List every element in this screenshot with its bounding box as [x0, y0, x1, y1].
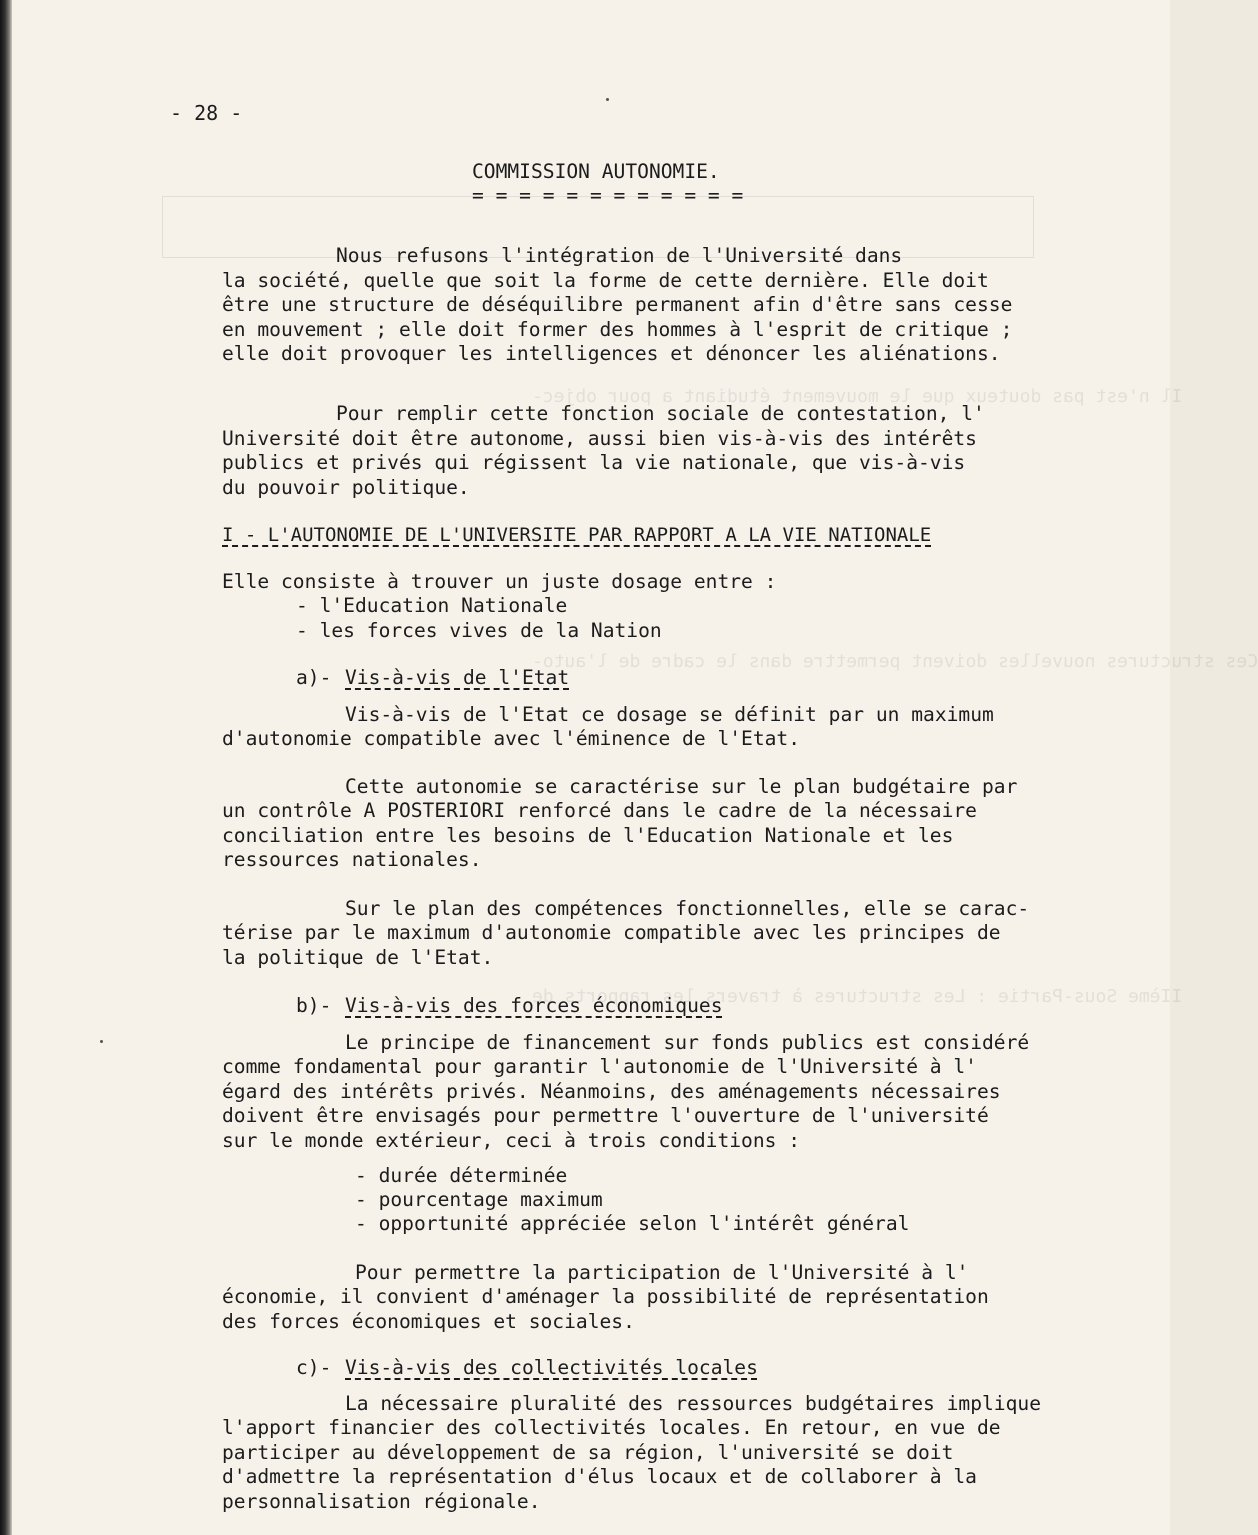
- paragraph-line: du pouvoir politique.: [222, 476, 470, 499]
- title-double-rule: = = = = = = = = = = = =: [472, 184, 744, 207]
- paragraph-line: térise par le maximum d'autonomie compatible avec les principes de: [222, 921, 1001, 944]
- paragraph-line: personnalisation régionale.: [222, 1490, 541, 1513]
- document-page: [12, 0, 1258, 1535]
- paragraph-line: économie, il convient d'aménager la possibilité de représentation: [222, 1285, 989, 1308]
- paragraph-line: Pour remplir cette fonction sociale de contestation, l': [336, 402, 985, 425]
- list-item: - l'Education Nationale: [296, 594, 568, 617]
- paragraph-line: la politique de l'Etat.: [222, 946, 494, 969]
- paragraph-line: égard des intérêts privés. Néanmoins, des aménagements nécessaires: [222, 1080, 1001, 1103]
- paragraph-line: Le principe de financement sur fonds publics est considéré: [345, 1031, 1030, 1054]
- paragraph-line: un contrôle A POSTERIORI renforcé dans le cadre de la nécessaire: [222, 799, 977, 822]
- ink-speck: [100, 1040, 103, 1043]
- paragraph-line: Vis-à-vis de l'Etat ce dosage se définit par un maximum: [345, 703, 994, 726]
- paragraph-line: elle doit provoquer les intelligences et dénoncer les aliénations.: [222, 342, 1001, 365]
- show-through-text: Il n'est pas douteux que le mouvement étudiant a pour objec-: [532, 386, 1183, 407]
- paragraph-line: participer au développement de sa région, l'université se doit: [222, 1441, 954, 1464]
- paragraph-line: Université doit être autonome, aussi bien vis-à-vis des intérêts: [222, 427, 977, 450]
- paragraph-line: en mouvement ; elle doit former des hommes à l'esprit de critique ;: [222, 318, 1013, 341]
- list-item: - les forces vives de la Nation: [296, 619, 662, 642]
- page-number: - 28 -: [170, 101, 243, 125]
- paragraph-line: comme fondamental pour garantir l'autonomie de l'Université à l': [222, 1055, 977, 1078]
- paragraph-line: sur le monde extérieur, ceci à trois conditions :: [222, 1129, 801, 1152]
- subsection-heading-a: Vis-à-vis de l'Etat: [345, 666, 570, 689]
- paragraph-line: être une structure de déséquilibre permanent afin d'être sans cesse: [222, 293, 1013, 316]
- paragraph-line: Cette autonomie se caractérise sur le plan budgétaire par: [345, 775, 1018, 798]
- subsection-heading-c: Vis-à-vis des collectivités locales: [345, 1356, 758, 1379]
- subsection-label-b: b)-: [296, 994, 332, 1017]
- paragraph-line: doivent être envisagés pour permettre l'ouverture de l'université: [222, 1104, 989, 1127]
- paragraph-line: publics et privés qui régissent la vie nationale, que vis-à-vis: [222, 451, 966, 474]
- book-binding-edge: [0, 0, 12, 1535]
- paragraph-line: La nécessaire pluralité des ressources budgétaires implique: [345, 1392, 1041, 1415]
- subsection-label-c: c)-: [296, 1356, 332, 1379]
- ink-speck: [606, 98, 609, 101]
- paragraph-line: conciliation entre les besoins de l'Education Nationale et les: [222, 824, 954, 847]
- list-item: - pourcentage maximum: [355, 1188, 603, 1211]
- show-through-text: IIème Sous-Partie : Les structures à travers les rapports de: [532, 986, 1183, 1007]
- paragraph-line: Pour permettre la participation de l'Université à l': [355, 1261, 969, 1284]
- paragraph-line: d'autonomie compatible avec l'éminence de l'Etat.: [222, 727, 801, 750]
- paragraph-line: la société, quelle que soit la forme de cette dernière. Elle doit: [222, 269, 989, 292]
- paragraph-line: ressources nationales.: [222, 848, 482, 871]
- balance-intro: Elle consiste à trouver un juste dosage entre :: [222, 570, 777, 593]
- paragraph-line: l'apport financier des collectivités locales. En retour, en vue de: [222, 1416, 1001, 1439]
- paragraph-line: Nous refusons l'intégration de l'Université dans: [336, 244, 903, 267]
- section-heading: I - L'AUTONOMIE DE L'UNIVERSITE PAR RAPPORT A LA VIE NATIONALE: [222, 524, 932, 546]
- page-title: COMMISSION AUTONOMIE.: [472, 160, 720, 183]
- list-item: - durée déterminée: [355, 1164, 568, 1187]
- show-through-text: Ces structures nouvelles doivent permettre dans le cadre de l'auto-: [532, 651, 1258, 672]
- subsection-label-a: a)-: [296, 666, 332, 689]
- paragraph-line: d'admettre la représentation d'élus locaux et de collaborer à la: [222, 1465, 977, 1488]
- subsection-heading-b: Vis-à-vis des forces économiques: [345, 994, 723, 1017]
- list-item: - opportunité appréciée selon l'intérêt général: [355, 1212, 910, 1235]
- paragraph-line: Sur le plan des compétences fonctionnelles, elle se carac-: [345, 897, 1030, 920]
- paragraph-line: des forces économiques et sociales.: [222, 1310, 635, 1333]
